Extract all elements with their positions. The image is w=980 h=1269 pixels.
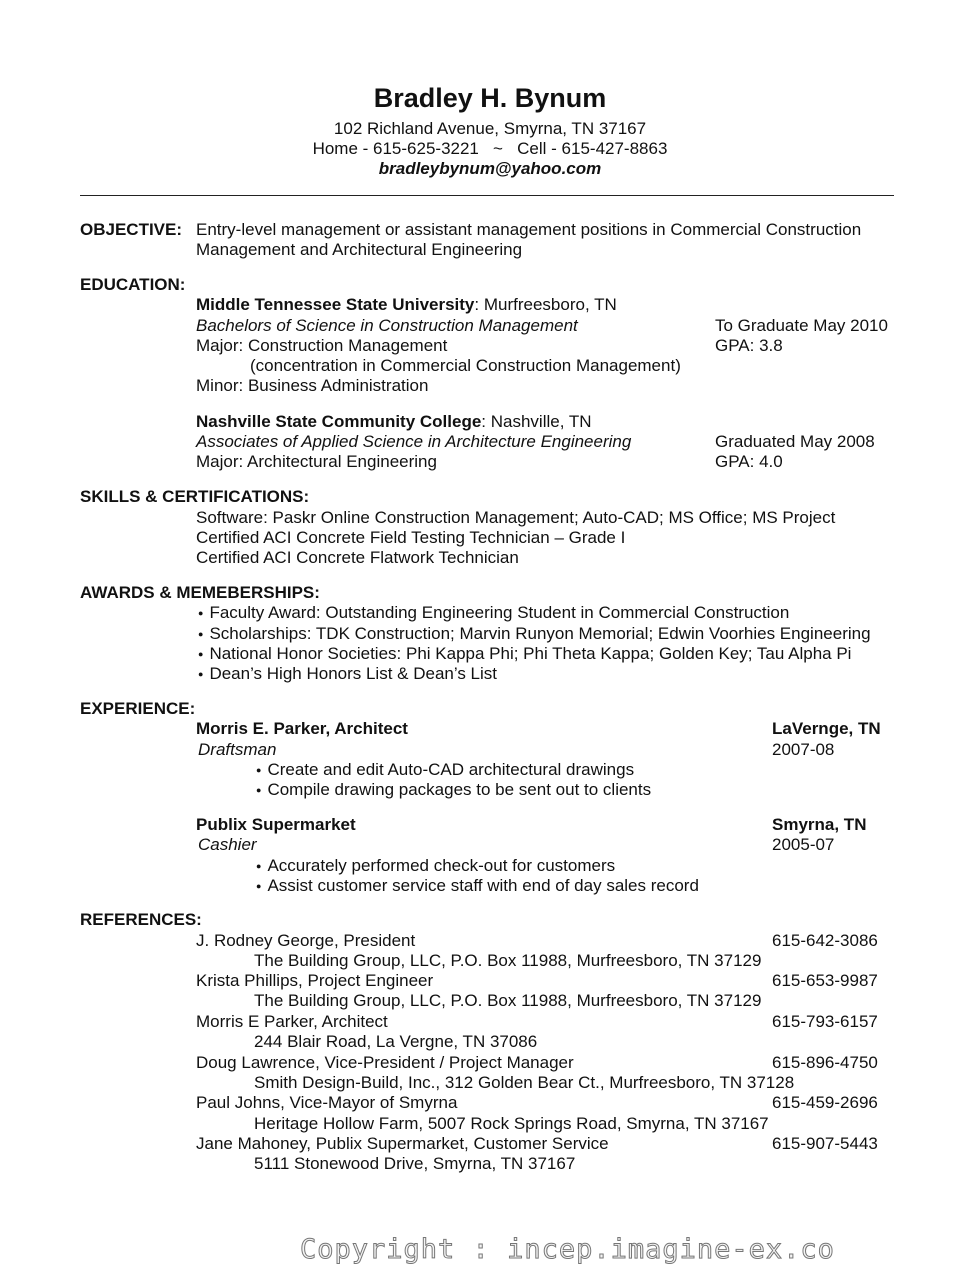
header-divider xyxy=(80,195,894,196)
references-heading: REFERENCES: xyxy=(80,910,202,929)
job-2-location: Smyrna, TN xyxy=(772,815,867,834)
reference-name: Doug Lawrence, Vice-President / Project Manager xyxy=(196,1053,574,1072)
reference-phone: 615-653-9987 xyxy=(772,971,878,990)
reference-phone: 615-459-2696 xyxy=(772,1093,878,1112)
copyright-watermark: Copyright : incep.imagine-ex.co xyxy=(300,1234,835,1265)
school-1-gpa: GPA: 3.8 xyxy=(715,336,783,355)
school-2-degree: Associates of Applied Science in Architecture Engineering xyxy=(196,432,632,451)
reference-name: Krista Phillips, Project Engineer xyxy=(196,971,434,990)
reference-detail: 5111 Stonewood Drive, Smyrna, TN 37167 xyxy=(254,1154,576,1173)
school-2 xyxy=(196,413,592,430)
reference-phone: 615-642-3086 xyxy=(772,931,878,950)
resume-name: Bradley H. Bynum xyxy=(373,83,607,113)
skill-item: Software: Paskr Online Construction Management; Auto-CAD; MS Office; MS Project xyxy=(196,508,836,527)
job-1-bullet: ● Create and edit Auto-CAD architectural drawings xyxy=(256,761,634,778)
school-1 xyxy=(196,296,617,313)
award-item: ● Faculty Award: Outstanding Engineering Student in Commercial Construction xyxy=(198,604,789,621)
job-1-bullet: ● Compile drawing packages to be sent out to clients xyxy=(256,781,651,798)
education-heading: EDUCATION: xyxy=(80,275,186,294)
award-item: ● National Honor Societies: Phi Kappa Phi; Phi Theta Kappa; Golden Key; Tau Alpha Pi xyxy=(198,645,851,662)
reference-detail: 244 Blair Road, La Vergne, TN 37086 xyxy=(254,1032,538,1051)
skill-item: Certified ACI Concrete Flatwork Technician xyxy=(196,548,519,567)
objective-line-2: Management and Architectural Engineering xyxy=(196,240,523,259)
job-2-employer: Publix Supermarket xyxy=(196,815,356,834)
job-2-title: Cashier xyxy=(198,835,257,854)
school-2-gpa: GPA: 4.0 xyxy=(715,452,783,471)
reference-name: Morris E Parker, Architect xyxy=(196,1012,388,1031)
school-1-degree: Bachelors of Science in Construction Management xyxy=(196,316,578,335)
reference-detail: Heritage Hollow Farm, 5007 Rock Springs Road, Smyrna, TN 37167 xyxy=(254,1114,769,1133)
job-1-employer: Morris E. Parker, Architect xyxy=(196,719,408,738)
objective-line-1: Entry-level management or assistant management positions in Commercial Construction xyxy=(196,220,862,239)
school-2-location: : Nashville, TN xyxy=(481,412,592,431)
school-1-location: : Murfreesboro, TN xyxy=(474,295,617,314)
job-2-bullet: ● Assist customer service staff with end of day sales record xyxy=(256,877,699,894)
job-1-years: 2007-08 xyxy=(772,740,835,759)
email: bradleybynum@yahoo.com xyxy=(378,159,602,178)
school-2-date: Graduated May 2008 xyxy=(715,432,875,451)
phone-numbers: Home - 615-625-3221 ~ Cell - 615-427-8863 xyxy=(312,139,668,158)
reference-detail: The Building Group, LLC, P.O. Box 11988, Murfreesboro, TN 37129 xyxy=(254,951,762,970)
experience-heading: EXPERIENCE: xyxy=(80,699,196,718)
reference-phone: 615-896-4750 xyxy=(772,1053,878,1072)
job-2-years: 2005-07 xyxy=(772,835,835,854)
school-1-concentration: (concentration in Commercial Construction Management) xyxy=(250,356,681,375)
reference-detail: The Building Group, LLC, P.O. Box 11988, Murfreesboro, TN 37129 xyxy=(254,991,762,1010)
school-1-date: To Graduate May 2010 xyxy=(715,316,888,335)
school-2-major: Major: Architectural Engineering xyxy=(196,452,437,471)
skill-item: Certified ACI Concrete Field Testing Technician – Grade I xyxy=(196,528,626,547)
reference-phone: 615-793-6157 xyxy=(772,1012,878,1031)
reference-name: Jane Mahoney, Publix Supermarket, Customer Service xyxy=(196,1134,609,1153)
school-2-name: Nashville State Community College xyxy=(196,412,482,431)
objective-heading: OBJECTIVE: xyxy=(80,220,183,239)
reference-detail: Smith Design-Build, Inc., 312 Golden Bear Ct., Murfreesboro, TN 37128 xyxy=(254,1073,795,1092)
job-2-bullet: ● Accurately performed check-out for customers xyxy=(256,857,615,874)
award-item: ● Dean’s High Honors List & Dean’s List xyxy=(198,665,497,682)
reference-name: Paul Johns, Vice-Mayor of Smyrna xyxy=(196,1093,458,1112)
school-1-major: Major: Construction Management xyxy=(196,336,448,355)
reference-name: J. Rodney George, President xyxy=(196,931,416,950)
address: 102 Richland Avenue, Smyrna, TN 37167 xyxy=(333,119,647,138)
skills-heading: SKILLS & CERTIFICATIONS: xyxy=(80,487,310,506)
reference-phone: 615-907-5443 xyxy=(772,1134,878,1153)
awards-heading: AWARDS & MEMEBERSHIPS: xyxy=(80,583,320,602)
award-item: ● Scholarships: TDK Construction; Marvin Runyon Memorial; Edwin Voorhies Engineering xyxy=(198,625,871,642)
job-1-location: LaVernge, TN xyxy=(772,719,881,738)
job-1-title: Draftsman xyxy=(198,740,277,759)
school-1-name: Middle Tennessee State University xyxy=(196,295,475,314)
school-1-minor: Minor: Business Administration xyxy=(196,376,429,395)
